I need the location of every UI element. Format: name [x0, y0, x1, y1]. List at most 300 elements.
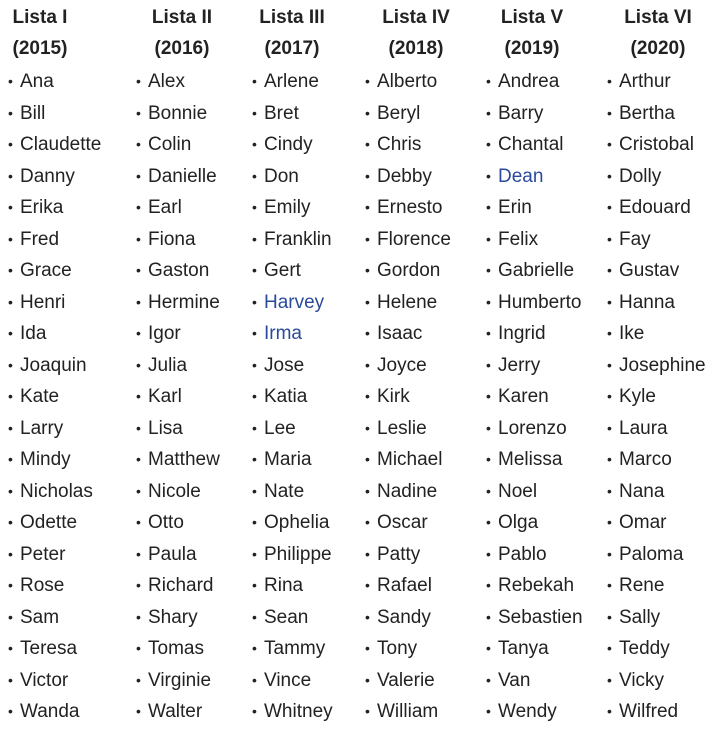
bullet-icon: •: [365, 167, 370, 184]
list-item: [365, 413, 486, 445]
list-item: [607, 224, 720, 256]
name-list: [252, 60, 365, 728]
bullet-icon: •: [136, 388, 141, 404]
storm-name: Earl: [148, 197, 182, 218]
list-item: [607, 413, 720, 445]
column-header: [252, 0, 332, 60]
bullet-icon: •: [365, 640, 370, 656]
bullet-icon: •: [8, 451, 13, 467]
bullet-icon: •: [365, 703, 370, 719]
storm-name: Ingrid: [498, 323, 546, 344]
bullet-icon: •: [486, 514, 491, 530]
bullet-icon: •: [607, 73, 612, 89]
storm-name: Cindy: [264, 134, 313, 155]
column-header: [486, 0, 578, 60]
list-item: [365, 539, 486, 571]
storm-name: Edouard: [619, 197, 691, 218]
bullet-icon: •: [252, 482, 257, 499]
list-item: [136, 66, 252, 98]
storm-name: Katia: [264, 386, 308, 407]
storm-name: Ana: [20, 71, 54, 92]
bullet-icon: •: [8, 325, 13, 341]
bullet-icon: •: [607, 356, 612, 373]
bullet-icon: •: [486, 73, 491, 89]
storm-name: Ike: [619, 323, 645, 344]
list-item: [8, 318, 136, 350]
bullet-icon: •: [8, 419, 13, 436]
bullet-icon: •: [365, 73, 370, 89]
storm-name: Wanda: [20, 701, 80, 722]
bullet-icon: •: [607, 514, 612, 530]
storm-name: Arlene: [264, 71, 319, 92]
storm-name: Colin: [148, 134, 192, 155]
list-item: [8, 192, 136, 224]
list-item: [136, 255, 252, 287]
storm-name: Helene: [377, 291, 438, 313]
bullet-icon: •: [252, 136, 257, 152]
list-item: [252, 381, 365, 413]
list-column-3: [252, 0, 365, 735]
storm-name: Whitney: [264, 701, 333, 722]
storm-name: Arthur: [619, 71, 671, 92]
list-item: [486, 413, 607, 445]
bullet-icon: •: [365, 577, 370, 593]
storm-name: Fred: [20, 228, 60, 250]
storm-name: Richard: [148, 575, 214, 596]
bullet-icon: •: [252, 73, 257, 89]
list-item: [607, 507, 720, 539]
list-item: [252, 161, 365, 193]
storm-name-link[interactable]: Dean: [498, 165, 544, 187]
storm-name: Maria: [264, 449, 312, 470]
storm-name-link[interactable]: Irma: [264, 323, 302, 344]
bullet-icon: •: [252, 514, 257, 530]
storm-name: Fay: [619, 228, 651, 250]
list-item: [8, 161, 136, 193]
bullet-icon: •: [486, 545, 491, 562]
bullet-icon: •: [365, 388, 370, 404]
storm-name: Gaston: [148, 260, 210, 281]
list-item: [252, 192, 365, 224]
storm-name: Barry: [498, 102, 544, 124]
list-item: [365, 507, 486, 539]
storm-name: Noel: [498, 480, 538, 502]
list-item[interactable]: [252, 318, 365, 350]
list-item: [252, 350, 365, 382]
bullet-icon: •: [136, 419, 141, 436]
bullet-icon: •: [136, 482, 141, 499]
storm-name: Florence: [377, 228, 451, 250]
bullet-icon: •: [607, 262, 612, 278]
storm-name: Paloma: [619, 543, 684, 565]
list-title: Lista III: [259, 7, 325, 28]
list-item: [365, 161, 486, 193]
bullet-icon: •: [486, 199, 491, 215]
list-item: [486, 476, 607, 508]
list-item: [365, 192, 486, 224]
bullet-icon: •: [365, 545, 370, 562]
storm-name: Teddy: [619, 638, 670, 659]
bullet-icon: •: [607, 230, 612, 247]
list-item: [365, 444, 486, 476]
storm-name: Sean: [264, 606, 309, 628]
storm-name: Lisa: [148, 417, 183, 439]
storm-name: Andrea: [498, 71, 560, 92]
list-item: [607, 98, 720, 130]
list-item: [486, 696, 607, 728]
bullet-icon: •: [8, 230, 13, 247]
list-item: [136, 350, 252, 382]
storm-name: Alex: [148, 71, 185, 92]
storm-name: Bonnie: [148, 102, 208, 124]
bullet-icon: •: [607, 451, 612, 467]
storm-name: Peter: [20, 543, 66, 565]
bullet-icon: •: [8, 703, 13, 719]
storm-name: Chantal: [498, 134, 564, 155]
column-header: [8, 0, 72, 60]
list-item: [365, 570, 486, 602]
bullet-icon: •: [607, 325, 612, 341]
bullet-icon: •: [607, 199, 612, 215]
list-item: [365, 381, 486, 413]
list-item: [8, 507, 136, 539]
bullet-icon: •: [607, 293, 612, 310]
list-item: [365, 224, 486, 256]
bullet-icon: •: [607, 419, 612, 436]
list-item: [8, 696, 136, 728]
storm-name: Rebekah: [498, 575, 575, 596]
list-item: [8, 665, 136, 697]
list-item: [136, 129, 252, 161]
list-item: [136, 287, 252, 319]
list-item: [486, 381, 607, 413]
bullet-icon: •: [486, 262, 491, 278]
storm-name: Walter: [148, 701, 203, 722]
bullet-icon: •: [8, 671, 13, 688]
column-header: [136, 0, 228, 60]
storm-name: Fiona: [148, 228, 196, 250]
list-item: [607, 255, 720, 287]
storm-name: Chris: [377, 134, 422, 155]
storm-name: Emily: [264, 197, 311, 218]
list-item: [486, 66, 607, 98]
bullet-icon: •: [136, 514, 141, 530]
list-item: [365, 287, 486, 319]
bullet-icon: •: [8, 262, 13, 278]
list-item: [365, 476, 486, 508]
storm-name: Nadine: [377, 480, 438, 502]
list-item: [486, 665, 607, 697]
list-item: [486, 444, 607, 476]
storm-name: Wendy: [498, 701, 557, 722]
bullet-icon: •: [136, 451, 141, 467]
bullet-icon: •: [252, 262, 257, 278]
storm-name: Tony: [377, 638, 418, 659]
list-item: [607, 539, 720, 571]
bullet-icon: •: [486, 230, 491, 247]
bullet-icon: •: [252, 388, 257, 404]
list-item: [365, 98, 486, 130]
storm-name-link[interactable]: Harvey: [264, 291, 325, 313]
bullet-icon: •: [365, 104, 370, 121]
storm-name: Tomas: [148, 638, 204, 659]
list-item: [607, 350, 720, 382]
storm-name: Patty: [377, 543, 421, 565]
list-item: [486, 224, 607, 256]
bullet-icon: •: [365, 293, 370, 310]
list-item: [486, 192, 607, 224]
list-item: [252, 66, 365, 98]
bullet-icon: •: [365, 608, 370, 625]
list-item: [607, 129, 720, 161]
bullet-icon: •: [8, 104, 13, 121]
storm-name: Joaquin: [20, 354, 87, 376]
list-item: [252, 633, 365, 665]
storm-name: Lorenzo: [498, 417, 567, 439]
storm-name: Sandy: [377, 606, 431, 628]
list-item: [486, 318, 607, 350]
list-item: [607, 66, 720, 98]
bullet-icon: •: [8, 167, 13, 184]
name-list: [8, 60, 136, 728]
storm-name: Olga: [498, 512, 539, 533]
list-column-1: [8, 0, 136, 735]
list-item: [8, 539, 136, 571]
list-item: [136, 224, 252, 256]
bullet-icon: •: [252, 419, 257, 436]
bullet-icon: •: [486, 325, 491, 341]
list-item: [607, 476, 720, 508]
storm-name: Gustav: [619, 260, 680, 281]
list-item: [8, 602, 136, 634]
storm-name: Bill: [20, 102, 46, 124]
bullet-icon: •: [486, 577, 491, 593]
storm-name: Sebastien: [498, 606, 583, 628]
storm-name: Debby: [377, 165, 432, 187]
storm-name: Erin: [498, 197, 532, 218]
bullet-icon: •: [252, 104, 257, 121]
storm-name: Cristobal: [619, 134, 694, 155]
list-item: [252, 665, 365, 697]
storm-name: Matthew: [148, 449, 220, 470]
list-item[interactable]: [252, 287, 365, 319]
list-item: [365, 129, 486, 161]
bullet-icon: •: [8, 640, 13, 656]
list-year: (2015): [12, 38, 68, 59]
bullet-icon: •: [8, 73, 13, 89]
list-item: [607, 665, 720, 697]
list-title: Lista VI: [624, 7, 692, 28]
bullet-icon: •: [486, 608, 491, 625]
list-item: [486, 633, 607, 665]
bullet-icon: •: [8, 482, 13, 499]
storm-name: Jose: [264, 354, 305, 376]
list-item: [486, 98, 607, 130]
list-item: [252, 570, 365, 602]
bullet-icon: •: [607, 640, 612, 656]
list-item: [486, 350, 607, 382]
list-item: [136, 381, 252, 413]
bullet-icon: •: [365, 230, 370, 247]
list-item: [252, 507, 365, 539]
storm-name: Nate: [264, 480, 305, 502]
bullet-icon: •: [365, 419, 370, 436]
list-item: [8, 633, 136, 665]
list-item: [607, 318, 720, 350]
storm-name: Karen: [498, 386, 549, 407]
storm-name: Victor: [20, 669, 69, 691]
storm-name: Hanna: [619, 291, 675, 313]
storm-name: Ophelia: [264, 512, 330, 533]
bullet-icon: •: [252, 640, 257, 656]
list-item: [252, 444, 365, 476]
storm-name: Sam: [20, 606, 60, 628]
storm-name: Pablo: [498, 543, 547, 565]
bullet-icon: •: [486, 388, 491, 404]
storm-name: Don: [264, 165, 299, 187]
bullet-icon: •: [136, 671, 141, 688]
storm-name: Vince: [264, 669, 312, 691]
bullet-icon: •: [8, 293, 13, 310]
bullet-icon: •: [8, 136, 13, 152]
storm-name: Rafael: [377, 575, 432, 596]
list-item: [252, 129, 365, 161]
storm-name: Rene: [619, 575, 665, 596]
bullet-icon: •: [136, 293, 141, 310]
storm-name: Leslie: [377, 417, 427, 439]
storm-name: Henri: [20, 291, 66, 313]
column-header: [607, 0, 709, 60]
bullet-icon: •: [365, 199, 370, 215]
bullet-icon: •: [486, 640, 491, 656]
list-item: [607, 570, 720, 602]
list-item: [365, 350, 486, 382]
list-item: [136, 602, 252, 634]
list-year: (2018): [388, 38, 444, 59]
list-item: [252, 476, 365, 508]
list-item: [8, 98, 136, 130]
storm-name: Humberto: [498, 291, 582, 313]
storm-name: Alberto: [377, 71, 438, 92]
list-item: [365, 602, 486, 634]
storm-name: Tammy: [264, 638, 326, 659]
list-item: [365, 255, 486, 287]
storm-name: Valerie: [377, 669, 435, 691]
storm-name: Ida: [20, 323, 47, 344]
storm-name: Sally: [619, 606, 661, 628]
storm-name: Oscar: [377, 512, 428, 533]
storm-name: Gordon: [377, 260, 441, 281]
list-item: [8, 476, 136, 508]
storm-name: Claudette: [20, 134, 102, 155]
list-item: [136, 665, 252, 697]
list-year: (2017): [264, 38, 320, 59]
bullet-icon: •: [607, 577, 612, 593]
bullet-icon: •: [136, 230, 141, 247]
list-item: [486, 287, 607, 319]
list-column-2: [136, 0, 252, 735]
bullet-icon: •: [8, 388, 13, 404]
storm-name: Ernesto: [377, 197, 443, 218]
list-item: [365, 665, 486, 697]
storm-name: Wilfred: [619, 701, 679, 722]
bullet-icon: •: [252, 167, 257, 184]
list-item: [8, 413, 136, 445]
storm-name: Beryl: [377, 102, 421, 124]
storm-name: Mindy: [20, 449, 71, 470]
list-item: [486, 602, 607, 634]
list-item: [136, 507, 252, 539]
bullet-icon: •: [252, 671, 257, 688]
list-item: [136, 539, 252, 571]
storm-name: Nicholas: [20, 480, 93, 502]
bullet-icon: •: [136, 199, 141, 215]
list-item: [607, 444, 720, 476]
storm-name: Felix: [498, 228, 539, 250]
bullet-icon: •: [365, 482, 370, 499]
bullet-icon: •: [365, 671, 370, 688]
list-title: Lista V: [500, 7, 564, 28]
list-item: [252, 255, 365, 287]
storm-name: Nicole: [148, 480, 201, 502]
bullet-icon: •: [607, 545, 612, 562]
list-item: [136, 570, 252, 602]
storm-name: Bertha: [619, 102, 675, 124]
bullet-icon: •: [486, 419, 491, 436]
bullet-icon: •: [8, 608, 13, 625]
bullet-icon: •: [252, 451, 257, 467]
list-item: [8, 570, 136, 602]
bullet-icon: •: [136, 640, 141, 656]
storm-name: Joyce: [377, 354, 427, 376]
bullet-icon: •: [607, 388, 612, 404]
list-year: (2016): [154, 38, 210, 59]
list-year: (2019): [504, 38, 560, 59]
storm-name: Kirk: [377, 386, 410, 407]
bullet-icon: •: [8, 356, 13, 373]
list-item: [136, 192, 252, 224]
bullet-icon: •: [365, 136, 370, 152]
bullet-icon: •: [136, 73, 141, 89]
bullet-icon: •: [607, 104, 612, 121]
bullet-icon: •: [486, 703, 491, 719]
storm-name: Lee: [264, 417, 296, 439]
bullet-icon: •: [486, 293, 491, 310]
name-list: [365, 60, 486, 728]
storm-name: Kate: [20, 386, 60, 407]
bullet-icon: •: [136, 136, 141, 152]
storm-name: Gabrielle: [498, 260, 575, 281]
storm-name: Grace: [20, 260, 72, 281]
bullet-icon: •: [486, 482, 491, 499]
storm-name: Josephine: [619, 354, 706, 376]
name-list: [136, 60, 252, 728]
list-item: [136, 696, 252, 728]
list-item[interactable]: [486, 161, 607, 193]
list-title: Lista I: [12, 7, 68, 28]
list-item: [136, 161, 252, 193]
bullet-icon: •: [8, 514, 13, 530]
storm-name: Isaac: [377, 323, 423, 344]
storm-name: Melissa: [498, 449, 563, 470]
list-item: [365, 66, 486, 98]
storm-name: Michael: [377, 449, 443, 470]
bullet-icon: •: [136, 703, 141, 719]
bullet-icon: •: [607, 703, 612, 719]
bullet-icon: •: [136, 545, 141, 562]
storm-name: Vicky: [619, 669, 665, 691]
list-item: [8, 66, 136, 98]
